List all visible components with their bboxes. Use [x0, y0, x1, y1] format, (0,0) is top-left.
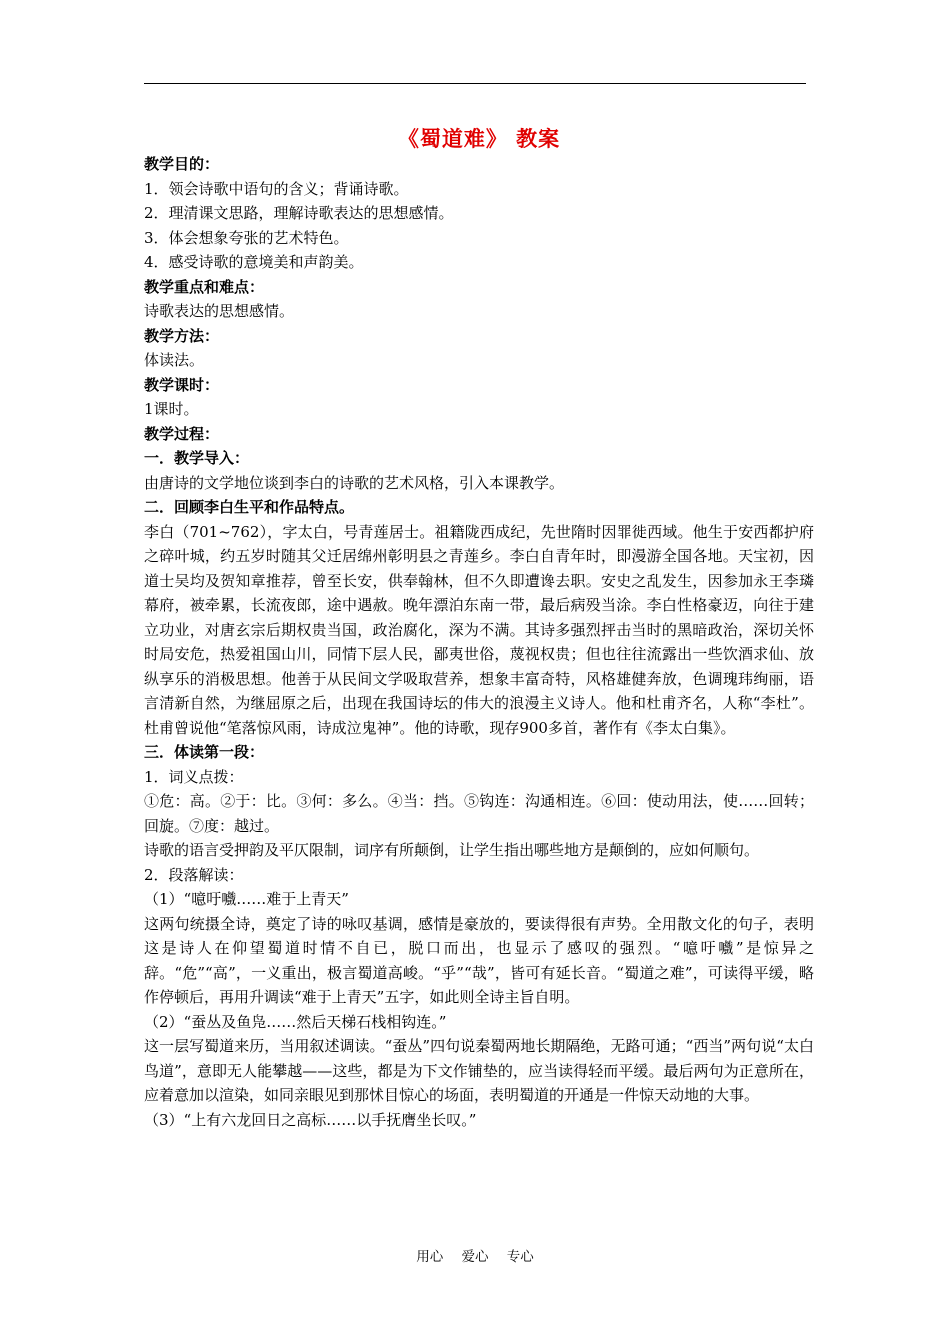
section-heading: 三．体读第一段： — [144, 743, 265, 761]
paragraph: 2．段落解读： — [144, 865, 244, 884]
paragraph: 2．理清课文思路，理解诗歌表达的思想感情。 — [144, 204, 454, 222]
document-title: 《蜀道难》 教案 — [397, 126, 561, 151]
paragraph: 诗歌表达的思想感情。 — [144, 302, 295, 320]
paragraph: 这两句统摄全诗，奠定了诗的咏叹基调，感情是豪放的，要读得很有声势。全用散文化的句子，表明这是诗人在仰望蜀道时情不自已，脱口而出，也显示了感叹的强烈。“噫吁嚱”是惊异之辞。“危”“高”，一义重出，极言蜀道高峻。“乎”“哉”，皆可有延长音。“蜀道之难”，可读得平缓，略作停顿后，再用升调读“难于上青天”五字，如此则全诗主旨自明。 — [144, 914, 814, 1006]
paragraph: （3）“上有六龙回日之高标……以手抚膺坐长叹。” — [144, 1110, 477, 1129]
document-body — [144, 126, 814, 1132]
paragraph: 体读法。 — [144, 351, 205, 369]
paragraph: （2）“蚕丛及鱼凫……然后天梯石栈相钩连。” — [144, 1012, 447, 1031]
paragraph: 由唐诗的文学地位谈到李白的诗歌的艺术风格，引入本课教学。 — [144, 473, 565, 492]
paragraph: 3．体会想象夸张的艺术特色。 — [144, 228, 349, 247]
section-heading: 教学方法： — [144, 326, 220, 345]
page-footer: 用心 爱心 专心 — [416, 1249, 534, 1265]
section-heading: 教学重点和难点： — [144, 277, 265, 296]
document-sections — [144, 152, 814, 1132]
section-heading: 教学过程： — [144, 424, 220, 443]
section-heading: 二．回顾李白生平和作品特点。 — [144, 498, 355, 516]
paragraph: 这一层写蜀道来历，当用叙述调读。“蚕丛”四句说秦蜀两地长期隔绝，无路可通；“西当”两句说“太白鸟道”，意即无人能攀越——这些，都是为下文作铺垫的，应当读得轻而平缓。最后两句为正意所在，应着意加以渲染，如同亲眼见到那怵目惊心的场面，表明蜀道的开通是一件惊天动地的大事。 — [144, 1037, 814, 1104]
paragraph: 1课时。 — [144, 400, 199, 418]
section-heading: 一．教学导入： — [144, 449, 250, 467]
paragraph: 1．领会诗歌中语句的含义；背诵诗歌。 — [144, 179, 409, 198]
paragraph: 4．感受诗歌的意境美和声韵美。 — [144, 253, 364, 271]
header-rule — [144, 83, 806, 84]
paragraph: ①危：高。②于：比。③何：多么。④当：挡。⑤钩连：沟通相连。⑥回：使动用法，使……回转；回旋。⑦度：越过。 — [144, 792, 814, 835]
paragraph: 李白（701~762），字太白，号青莲居士。祖籍陇西成纪，先世隋时因罪徙西域。他生于安西都护府之碎叶城，约五岁时随其父迁居绵州彰明县之青莲乡。李白自青年时，即漫游全国各地。天宝初，因道士吴均及贺知章推荐，曾至长安，供奉翰林，但不久即遭谗去职。安史之乱发生，因参加永王李璘幕府，被牵累，长流夜郎，途中遇赦。晚年漂泊东南一带，最后病殁当涂。李白性格豪迈，向往于建立功业，对唐玄宗后期权贵当国，政治腐化，深为不满。其诗多强烈抨击当时的黑暗政治，深切关怀时局安危，热爱祖国山川，同情下层人民，鄙夷世俗，蔑视权贵；但也往往流露出一些饮酒求仙、放纵享乐的消极思想。他善于从民间文学吸取营养，想象丰富奇特，风格雄健奔放，色调瑰玮绚丽，语言清新自然，为继屈原之后，出现在我国诗坛的伟大的浪漫主义诗人。他和杜甫齐名，人称“李杜”。杜甫曾说他“笔落惊风雨，诗成泣鬼神”。他的诗歌，现存900多首，著作有《李太白集》。 — [144, 522, 814, 737]
section-heading: 教学目的： — [144, 155, 220, 173]
paragraph: （1）“噫吁嚱……难于上青天” — [144, 890, 349, 908]
paragraph: 1．词义点拨： — [144, 767, 244, 786]
paragraph: 诗歌的语言受押韵及平仄限制，词序有所颠倒，让学生指出哪些地方是颠倒的，应如何顺句。 — [144, 841, 760, 859]
section-heading: 教学课时： — [144, 375, 220, 394]
